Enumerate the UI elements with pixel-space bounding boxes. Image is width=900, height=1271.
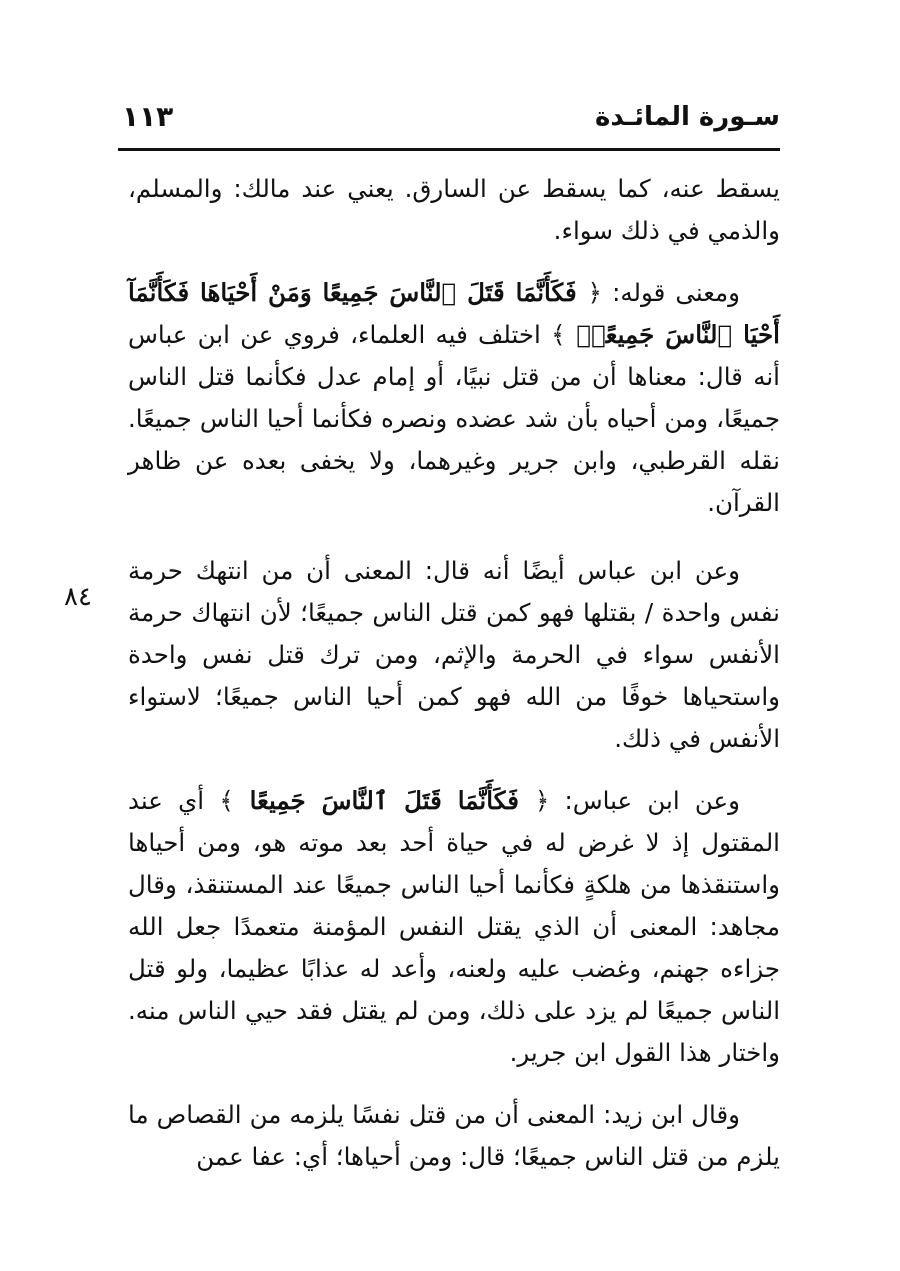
paragraph-text: وعن ابن عباس: — [549, 786, 740, 815]
quran-bracket-open: ﴿ — [587, 278, 602, 307]
paragraph-text: أي عند المقتول إذ لا غرض له في حياة أحد بعد موته هو، ومن أحياها واستنقذها من هلكةٍ فكأنما أحيا الناس جميعًا عند المستنقذ، وقال مجاهد: المعنى أن الذي يقتل النفس المؤمنة متعمدًا جعل الله جزاءه جهنم، وغضب عليه ولعنه، وأعد له عذابًا عظيما، ولو قتل الناس جميعًا لم يزد على ذلك، ومن لم يقتل فقد حيي الناس منه. واختار هذا القول ابن جرير. — [128, 786, 780, 1067]
margin-folio-number: ٨٤ — [64, 582, 92, 612]
body-text — [128, 168, 780, 1178]
quran-verse-text: فَكَأَنَّمَا قَتَلَ ٱلنَّاسَ جَمِيعًا — [249, 786, 519, 815]
paragraph-text: وعن ابن عباس أيضًا أنه قال: المعنى أن من انتهك حرمة نفس واحدة / بقتلها فهو كمن قتل الناس جميعًا؛ لأن انتهاك حرمة الأنفس سواء في الحرمة والإثم، ومن ترك قتل نفس واحدة واستحياها خوفًا من الله فهو كمن أحيا الناس جميعًا؛ لاستواء الأنفس في ذلك. — [128, 556, 780, 753]
quran-bracket-close: ﴾ — [219, 786, 234, 815]
paragraph-3 — [128, 550, 780, 760]
running-header — [118, 100, 780, 144]
paragraph-text: ومعنى قوله: — [601, 278, 741, 307]
quran-bracket-open: ﴿ — [534, 786, 550, 815]
paragraph-1 — [128, 168, 780, 252]
header-rule — [118, 148, 780, 151]
quran-quote — [219, 786, 549, 815]
quran-bracket-close: ﴾ — [551, 320, 566, 349]
paragraph-text: يسقط عنه، كما يسقط عن السارق. يعني عند مالك: والمسلم، والذمي في ذلك سواء. — [128, 174, 780, 245]
chapter-title: سـورة المائـدة — [594, 102, 780, 132]
page-number: ١١٣ — [122, 100, 174, 133]
paragraph-2 — [128, 272, 780, 524]
paragraph-5 — [128, 1094, 780, 1178]
quran-verse-text: فَكَأَنَّمَا قَتَلَ ٱلنَّاسَ جَمِيعًا وَمَنْ أَحْيَاهَا فَكَأَنَّمَآ أَحْيَا ٱلنَّاسَ جَمِيعًاۚ — [128, 278, 780, 349]
paragraph-4 — [128, 780, 780, 1074]
paragraph-text: اختلف فيه العلماء، فروي عن ابن عباس أنه قال: معناها أن من قتل نبيًا، أو إمام عدل فكأنما قتل الناس جميعًا، ومن أحياه بأن شد عضده ونصره فكأنما أحيا الناس جميعًا. نقله القرطبي، وابن جرير وغيرهما، ولا يخفى بعده عن ظاهر القرآن. — [128, 320, 780, 517]
paragraph-text: وقال ابن زيد: المعنى أن من قتل نفسًا يلزمه من القصاص ما يلزم من قتل الناس جميعًا؛ قال: ومن أحياها؛ أي: عفا عمن — [128, 1100, 780, 1171]
